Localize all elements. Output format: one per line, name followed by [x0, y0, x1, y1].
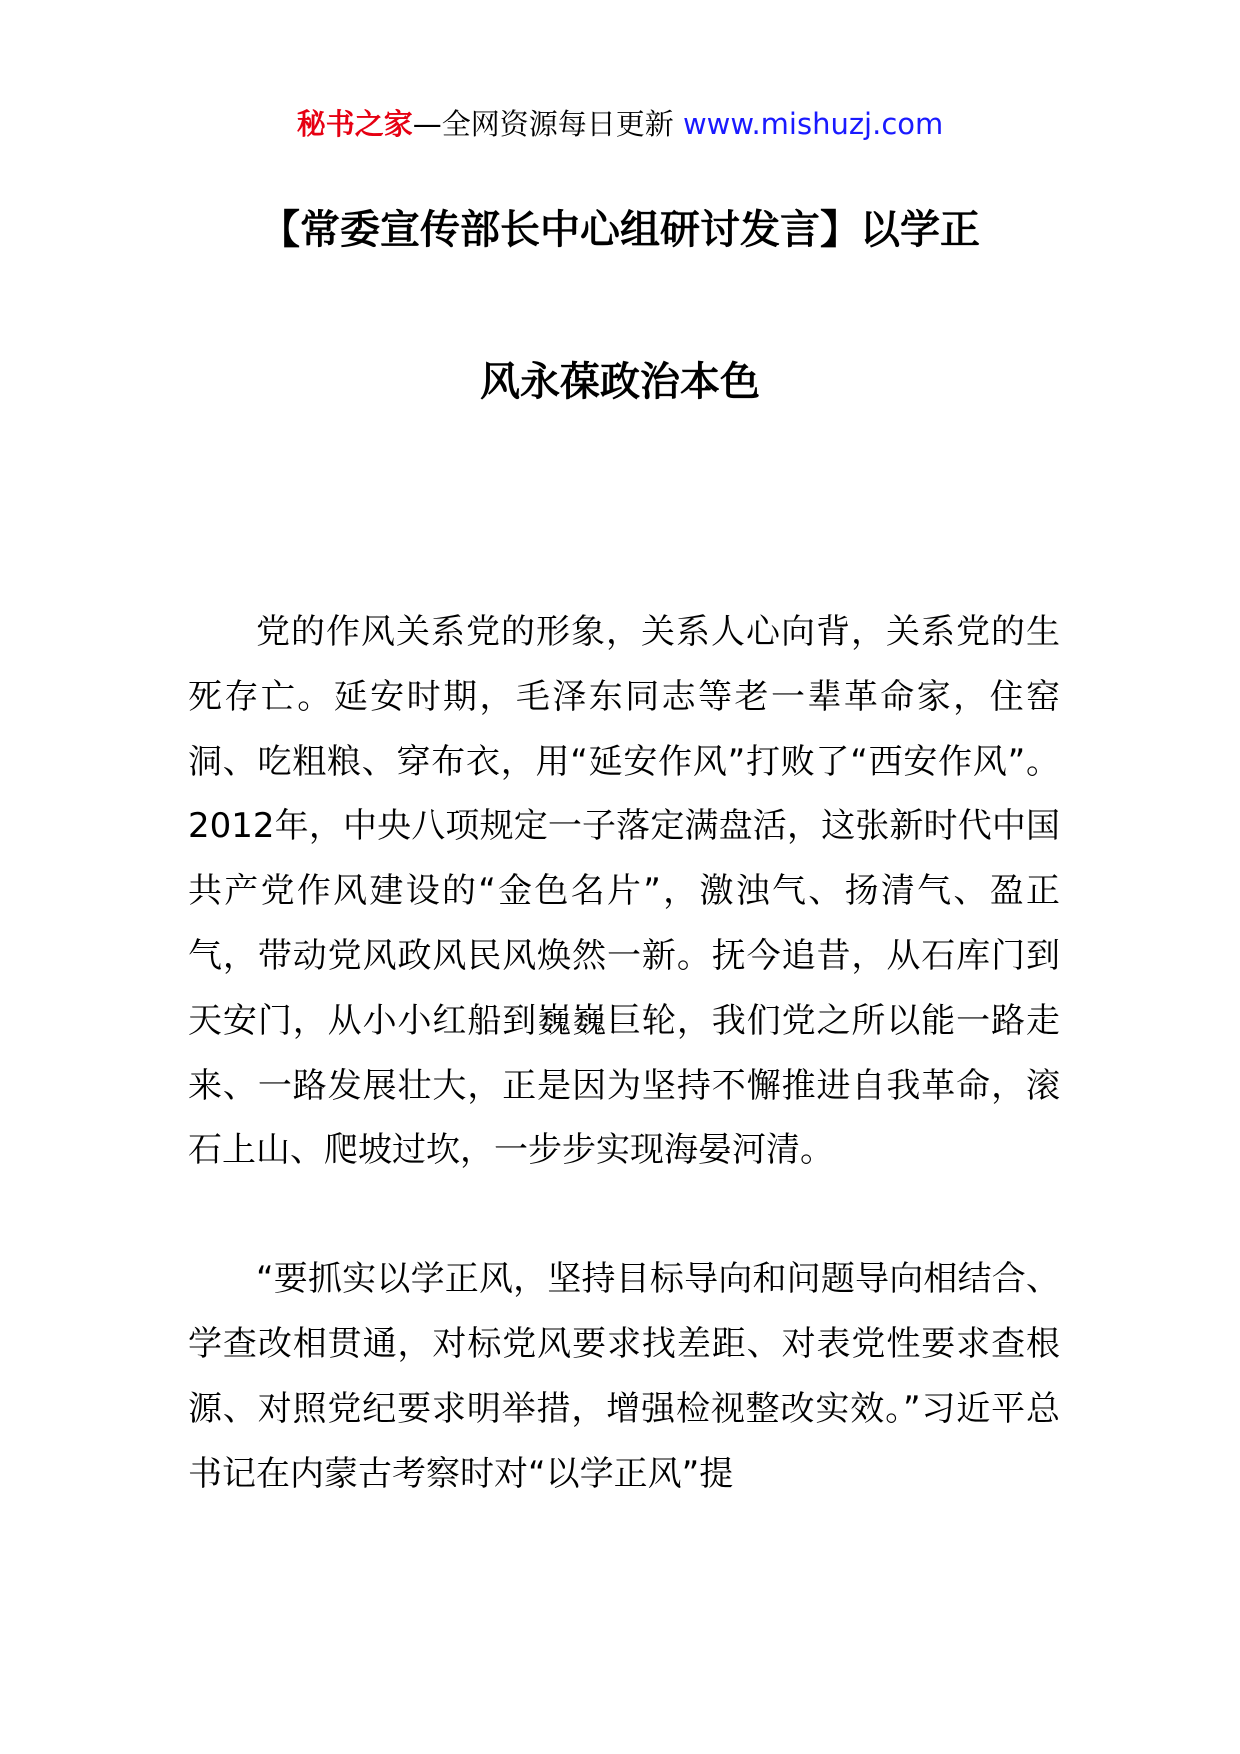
paragraph-2: “要抓实以学正风，坚持目标导向和问题导向相结合、学查改相贯通，对标党风要求找差距、对表党性要求查根源、对照党纪要求明举措，增强检视整改实效。”习近平总书记在内蒙古考察时对“以学正风”提 — [188, 1259, 1060, 1494]
site-header — [0, 100, 1240, 148]
document-title-line-2: 风永葆政治本色 — [480, 359, 760, 405]
site-slogan: —全网资源每日更新 — [412, 107, 683, 141]
document-body — [188, 600, 1060, 1506]
site-brand: 秘书之家 — [296, 107, 413, 141]
site-url-link[interactable]: www.mishuzj.com — [682, 107, 944, 141]
document-title-line-1: 【常委宣传部长中心组研讨发言】以学正 — [260, 207, 980, 253]
paragraph-1: 党的作风关系党的形象，关系人心向背，关系党的生死存亡。延安时期，毛泽东同志等老一辈革命家，住窑洞、吃粗粮、穿布衣，用“延安作风”打败了“西安作风”。2012年，中央八项规定一子落定满盘活，这张新时代中国共产党作风建设的“金色名片”，激浊气、扬清气、盈正气，带动党风政风民风焕然一新。抚今追昔，从石库门到天安门，从小小红船到巍巍巨轮，我们党之所以能一路走来、一路发展壮大，正是因为坚持不懈推进自我革命，滚石上山、爬坡过坎，一步步实现海晏河清。 — [188, 612, 1060, 1171]
